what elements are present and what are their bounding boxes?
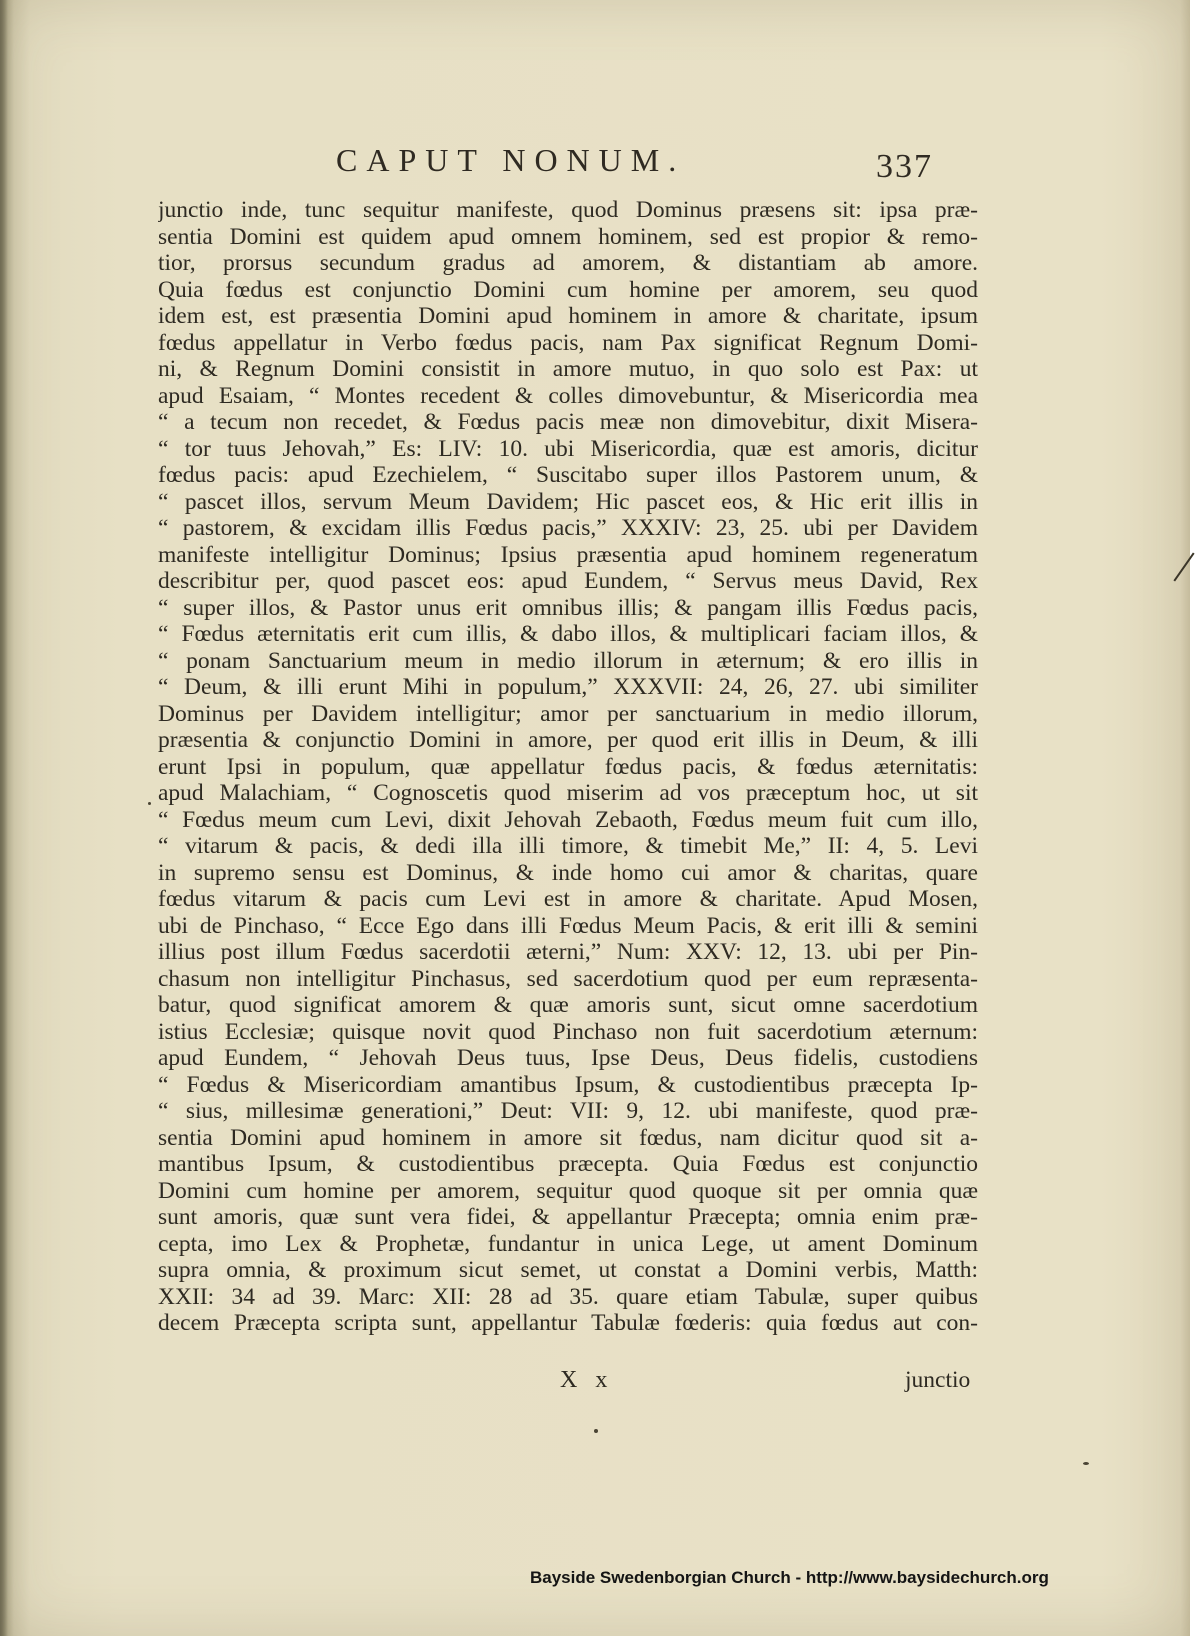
text-line: apud Eundem, “ Jehovah Deus tuus, Ipse Deus, Deus fidelis, custodiens: [158, 1045, 978, 1071]
text-line: fœdus appellatur in Verbo fœdus pacis, nam Pax significat Regnum Domi-: [158, 329, 978, 356]
text-line: mantibus Ipsum, & custodientibus præcepta. Quia Fœdus est conjunctio: [158, 1151, 978, 1177]
ink-speck: [148, 802, 151, 805]
text-line: fœdus vitarum & pacis cum Levi est in amore & charitate. Apud Mosen,: [158, 886, 978, 912]
text-line: “ Fœdus æternitatis erit cum illis, & dabo illos, & multiplicari faciam illos, &: [158, 621, 978, 647]
text-line: batur, quod significat amorem & quæ amoris sunt, sicut omne sacerdotium: [158, 992, 978, 1018]
text-line: Quia fœdus est conjunctio Domini cum homine per amorem, seu quod: [158, 276, 978, 303]
text-line: “ Fœdus meum cum Levi, dixit Jehovah Zebaoth, Fœdus meum fuit cum illo,: [158, 806, 978, 833]
text-line: fœdus pacis: apud Ezechielem, “ Suscitabo super illos Pastorem unum, &: [158, 462, 978, 488]
text-line: erunt Ipsi in populum, quæ appellatur fœdus pacis, & fœdus æternitatis:: [158, 753, 978, 780]
text-line: “ super illos, & Pastor unus erit omnibus illis; & pangam illis Fœdus pacis,: [158, 594, 978, 621]
text-line: XXII: 34 ad 39. Marc: XII: 28 ad 35. quare etiam Tabulæ, super quibus: [158, 1283, 978, 1310]
body-text: [158, 197, 978, 1337]
text-line: junctio inde, tunc sequitur manifeste, quod Dominus præsens sit: ipsa præ-: [158, 197, 978, 223]
text-line: “ a tecum non recedet, & Fœdus pacis meæ non dimovebitur, dixit Misera-: [158, 409, 978, 435]
watermark-text: Bayside Swedenborgian Church - http://www.baysidechurch.org: [530, 1568, 1049, 1587]
text-line: “ tor tuus Jehovah,” Es: LIV: 10. ubi Misericordia, quæ est amoris, dicitur: [158, 435, 978, 462]
text-line: cepta, imo Lex & Prophetæ, fundantur in unica Lege, ut ament Dominum: [158, 1230, 978, 1257]
text-line: idem est, est præsentia Domini apud hominem in amore & charitate, ipsum: [158, 303, 978, 329]
text-line: Domini cum homine per amorem, sequitur quod quoque sit per omnia quæ: [158, 1177, 978, 1204]
ink-speck: [1083, 1462, 1089, 1465]
margin-pencil-mark: [1173, 553, 1194, 582]
text-line: supra omnia, & proximum sicut semet, ut constat a Domini verbis, Matth:: [158, 1257, 978, 1283]
text-line: tior, prorsus secundum gradus ad amorem, & distantiam ab amore.: [158, 250, 978, 276]
catchword: junctio: [905, 1367, 971, 1393]
running-head: CAPUT NONUM.: [336, 142, 686, 178]
gutter-shadow: [0, 0, 8, 1636]
text-line: sunt amoris, quæ sunt vera fidei, & appellantur Præcepta; omnia enim præ-: [158, 1204, 978, 1230]
text-line: Dominus per Davidem intelligitur; amor per sanctuarium in medio illorum,: [158, 700, 978, 727]
text-line: “ vitarum & pacis, & dedi illa illi timore, & timebit Me,” II: 4, 5. Levi: [158, 833, 978, 859]
text-line: “ Deum, & illi erunt Mihi in populum,” XXXVII: 24, 26, 27. ubi similiter: [158, 674, 978, 700]
text-line: describitur per, quod pascet eos: apud Eundem, “ Servus meus David, Rex: [158, 568, 978, 594]
text-line: “ ponam Sanctuarium meum in medio illorum in æternum; & ero illis in: [158, 647, 978, 674]
ink-speck: [594, 1429, 598, 1433]
text-line: manifeste intelligitur Dominus; Ipsius præsentia apud hominem regeneratum: [158, 541, 978, 568]
text-line: “ Fœdus & Misericordiam amantibus Ipsum, & custodientibus præcepta Ip-: [158, 1071, 978, 1098]
text-line: illius post illum Fœdus sacerdotii æterni,” Num: XXV: 12, 13. ubi per Pin-: [158, 939, 978, 965]
text-line: in supremo sensu est Dominus, & inde homo cui amor & charitas, quare: [158, 859, 978, 886]
text-line: præsentia & conjunctio Domini in amore, per quod erit illis in Deum, & illi: [158, 727, 978, 753]
text-line: ubi de Pinchaso, “ Ecce Ego dans illi Fœdus Meum Pacis, & erit illi & semini: [158, 912, 978, 939]
text-line: “ pastorem, & excidam illis Fœdus pacis,” XXXIV: 23, 25. ubi per Davidem: [158, 515, 978, 541]
text-line: sentia Domini apud hominem in amore sit fœdus, nam dicitur quod sit a-: [158, 1124, 978, 1151]
text-line: “ pascet illos, servum Meum Davidem; Hic pascet eos, & Hic erit illis in: [158, 488, 978, 515]
text-line: ni, & Regnum Domini consistit in amore mutuo, in quo solo est Pax: ut: [158, 356, 978, 382]
text-line: sentia Domini est quidem apud omnem hominem, sed est propior & remo-: [158, 223, 978, 250]
text-line: istius Ecclesiæ; quisque novit quod Pinchaso non fuit sacerdotium æternum:: [158, 1018, 978, 1045]
signature-mark: X x: [560, 1367, 614, 1393]
text-line: “ sius, millesimæ generationi,” Deut: VII: 9, 12. ubi manifeste, quod præ-: [158, 1098, 978, 1124]
page-number: 337: [876, 148, 933, 185]
text-line: decem Præcepta scripta sunt, appellantur Tabulæ fœderis: quia fœdus aut con-: [158, 1310, 978, 1336]
text-line: chasum non intelligitur Pinchasus, sed sacerdotium quod per eum repræsenta-: [158, 965, 978, 992]
text-line: apud Malachiam, “ Cognoscetis quod miserim ad vos præceptum hoc, ut sit: [158, 780, 978, 806]
text-line: apud Esaiam, “ Montes recedent & colles dimovebuntur, & Misericordia mea: [158, 382, 978, 409]
